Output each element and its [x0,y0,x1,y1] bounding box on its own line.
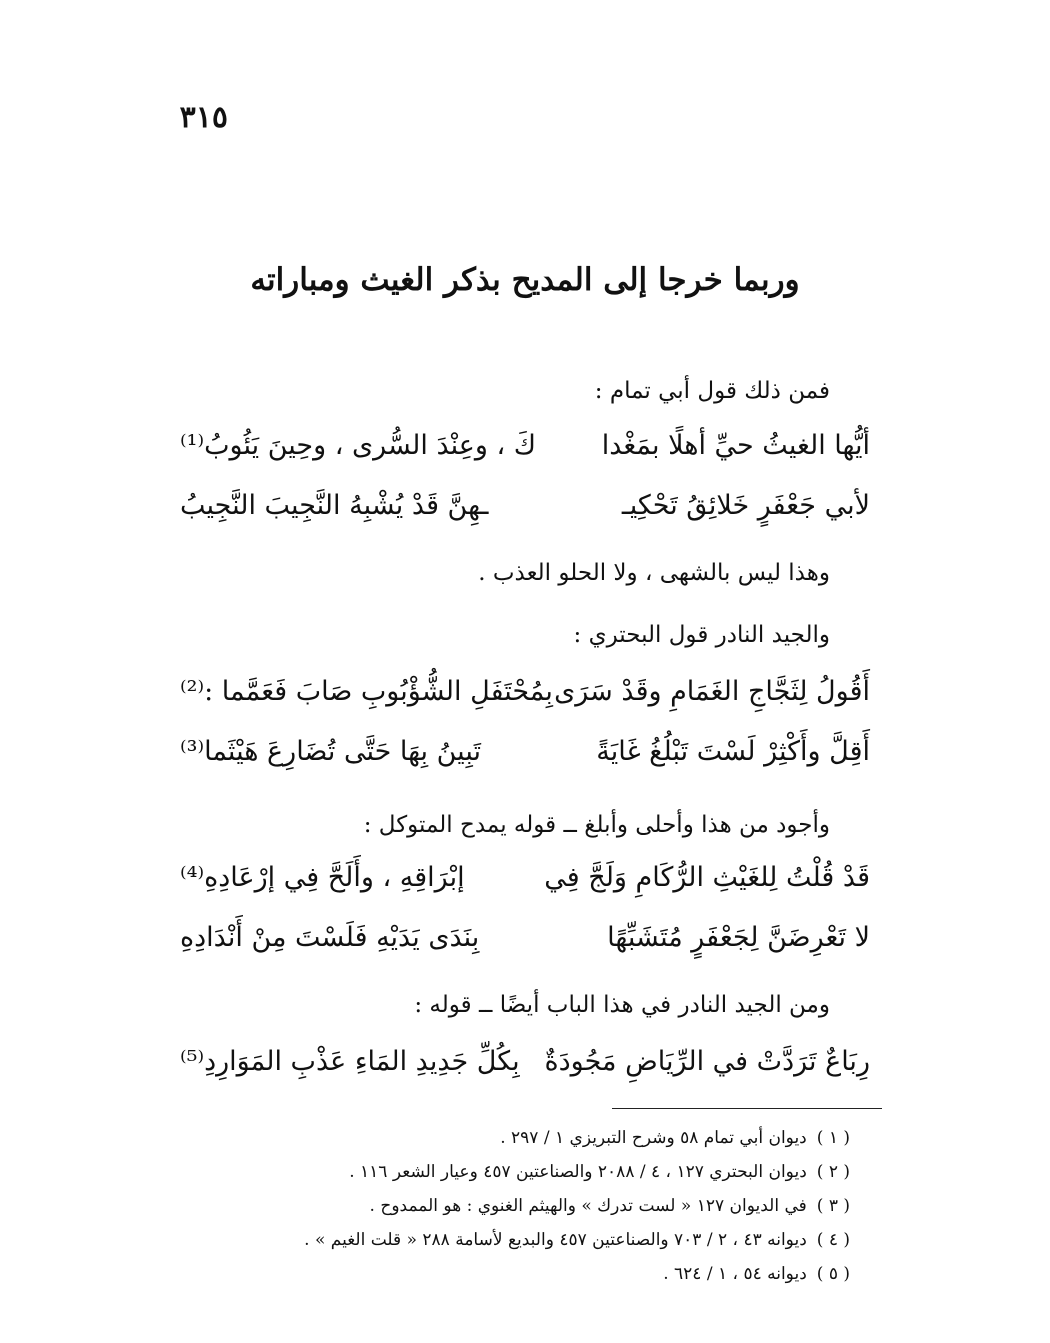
verse-first-hemistich: أَقُولُ لِثَجَّاجِ الغَمَامِ وقَدْ سَرَى [554,676,870,707]
prose-paragraph: فمن ذلك قول أبي تمام : [594,378,830,404]
verse-first-hemistich: رِبَاعٌ تَرَدَّتْ في الرِّيَاضِ مَجُودَةٌ [544,1046,870,1077]
footnote-number: ( ٣ ) [816,1196,850,1216]
verse-second-hemistich: إبْرَاقِهِ ، وأَلَحَّ فِي إرْعَادِهِ⁽⁴⁾ [180,862,465,893]
footnote [304,1230,850,1250]
footnote-number: ( ١ ) [816,1128,850,1148]
footnote-number: ( ٢ ) [816,1162,850,1182]
verse-first-hemistich: قَدْ قُلْتُ لِلغَيْثِ الرُّكَامِ وَلَجَّ فِي [544,862,870,893]
verse-second-hemistich: ـهِنَّ قَدْ يُشْبِهُ النَّجِيبَ النَّجِيبُ [180,490,489,521]
page-number: ٣١٥ [179,100,228,135]
footnote-text: ديوان البحتري ١٢٧ ، ٤ / ٢٠٨٨ والصناعتين ٤٥٧ وعيار الشعر ١١٦ . [349,1162,807,1182]
prose-paragraph: وهذا ليس بالشهى ، ولا الحلو العذب . [478,560,830,586]
verse-second-hemistich: بِنَدَى يَدَيْهِ فَلَسْتَ مِنْ أَنْدَادِهِ [180,922,480,953]
verse-first-hemistich: أيُّها الغيثُ حيِّ أهلًا بمَغْدا [601,430,870,461]
footnote [663,1264,850,1284]
prose-paragraph: والجيد النادر قول البحتري : [573,622,830,648]
footnote-text: ديوانه ٤٣ ، ٢ / ٧٠٣ والصناعتين ٤٥٧ والبديع لأسامة ٢٨٨ « قلت الغيم » . [304,1230,807,1250]
verse-second-hemistich: بِكُلِّ جَدِيدِ المَاءِ عَذْبِ المَوَارِدِ⁽⁵⁾ [180,1046,520,1077]
footnote [349,1162,850,1182]
verse-line [180,1046,870,1096]
verse-first-hemistich: لا تَعْرِضَنَّ لِجَعْفَرٍ مُتَشَبِّهًا [607,922,870,953]
footnote-separator [612,1108,882,1109]
verse-second-hemistich: تَبِينُ بِهَا حَتَّى تُضَارِعَ هَيْثَما⁽³⁾ [180,736,481,767]
verse-first-hemistich: لأبي جَعْفَرٍ خَلائِقُ تَحْكِيـ [621,490,870,521]
footnote-text: ديوان أبي تمام ٥٨ وشرح التبريزي ١ / ٢٩٧ . [500,1128,807,1148]
verse-second-hemistich: بِمُحْتَفَلِ الشُّؤْبُوبِ صَابَ فَعَمَّما :⁽²⁾ [180,676,553,707]
verse-line [180,862,870,912]
section-heading: وربما خرجا إلى المديح بذكر الغيث ومباراته [250,262,800,298]
footnote [500,1128,850,1148]
verse-second-hemistich: كَ ، وعِنْدَ السُّرى ، وحِينَ يَئُوبُ⁽¹⁾ [180,430,537,461]
verse-line [180,736,870,786]
verse-line [180,430,870,480]
verse-line [180,922,870,972]
prose-paragraph: وأجود من هذا وأحلى وأبلغ ــ قوله يمدح المتوكل : [363,812,830,838]
prose-paragraph: ومن الجيد النادر في هذا الباب أيضًا ــ قوله : [414,992,830,1018]
verse-line [180,490,870,540]
footnote-number: ( ٥ ) [816,1264,850,1284]
verse-first-hemistich: أَقِلَّ وأَكْثِرْ لَسْتَ تَبْلُغُ غَايَةً [596,736,870,767]
footnote-text: ديوانه ٥٤ ، ١ / ٦٢٤ . [663,1264,807,1284]
footnote-number: ( ٤ ) [816,1230,850,1250]
footnote-text: في الديوان ١٢٧ « لست تدرك » والهيثم الغنوي : هو الممدوح . [369,1196,807,1216]
footnote [370,1196,850,1216]
verse-line [180,676,870,726]
